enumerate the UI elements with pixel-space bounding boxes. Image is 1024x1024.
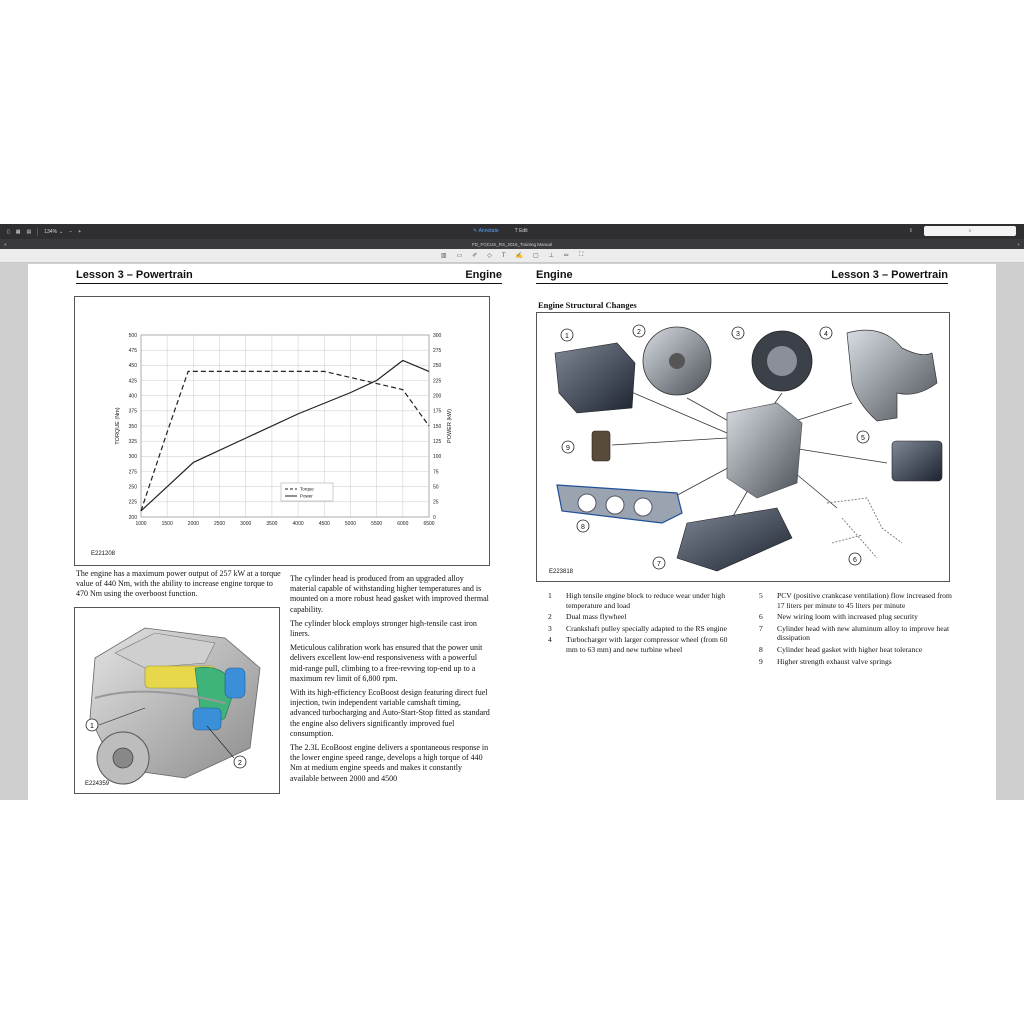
zoom-value: 134% <box>44 228 58 235</box>
stamp-icon[interactable]: ⊥ <box>548 253 554 259</box>
zoom-select[interactable] <box>41 227 66 237</box>
edit-tab[interactable] <box>512 226 531 236</box>
y2-tick-label: 275 <box>433 347 442 354</box>
text-box-icon[interactable]: T <box>501 252 506 259</box>
signature-icon[interactable]: ✍ <box>515 253 523 259</box>
engine-components-diagram <box>537 313 949 581</box>
thumbnail-view-icon[interactable]: ▦ <box>15 228 21 235</box>
legend-item <box>548 624 738 634</box>
callout-9: 9 <box>566 445 570 452</box>
legend-number: 3 <box>548 623 552 633</box>
legend-item <box>548 635 738 654</box>
legend-text: Higher strength exhaust valve springs <box>777 656 892 666</box>
callout-4: 4 <box>824 331 828 338</box>
engine-illustration-figure <box>74 607 280 794</box>
legend-item <box>759 612 959 622</box>
share-icon[interactable]: ⇪ <box>908 228 913 234</box>
y2-axis-label: POWER (kW) <box>447 409 453 443</box>
legend-text: Crankshaft pulley specially adapted to the RS engine <box>566 623 727 633</box>
page-layout-icon[interactable]: ▤ <box>26 228 32 235</box>
legend-number: 4 <box>548 635 552 645</box>
right-header-section: Engine <box>536 269 573 281</box>
zoom-in-button[interactable]: + <box>78 228 82 235</box>
annotate-tab[interactable] <box>470 226 502 236</box>
y-tick-label: 400 <box>128 393 137 400</box>
callout-7: 7 <box>657 561 661 568</box>
chart-legend <box>281 483 333 501</box>
highlight-icon[interactable]: ✏ <box>563 253 569 259</box>
body-column <box>290 574 490 800</box>
torque-power-chart-figure <box>74 296 490 566</box>
x-tick-label: 6500 <box>423 521 435 527</box>
sketch-icon[interactable]: ✐ <box>472 253 478 259</box>
y2-tick-label: 250 <box>433 363 442 370</box>
right-page-header <box>536 268 948 284</box>
callout-1: 1 <box>565 333 569 340</box>
x-tick-label: 3500 <box>266 521 278 527</box>
mode-switcher <box>470 226 531 236</box>
legend-item <box>759 645 959 655</box>
engine-illustration <box>75 608 279 793</box>
legend-item <box>548 591 738 610</box>
y2-tick-label: 125 <box>433 438 442 445</box>
toolbar-divider <box>37 228 38 236</box>
y2-tick-label: 300 <box>433 332 442 339</box>
callout-6: 6 <box>853 557 857 564</box>
legend-text: New wiring loom with increased plug security <box>777 612 918 622</box>
x-tick-label: 4500 <box>318 521 330 527</box>
legend-text: Cylinder head gasket with higher heat tolerance <box>777 644 923 654</box>
pencil-icon: ✎ <box>473 228 478 234</box>
chart-figure-code: E221208 <box>91 551 116 557</box>
y-tick-label: 325 <box>128 438 137 445</box>
y-tick-label: 225 <box>128 499 137 506</box>
legend-text: Turbocharger with larger compressor wheel (from 60 mm to 63 mm) and new turbine wheel <box>566 635 728 654</box>
y2-tick-label: 200 <box>433 393 442 400</box>
text-select-icon[interactable]: ▥ <box>440 253 447 259</box>
y2-tick-label: 25 <box>433 499 439 506</box>
y-tick-label: 350 <box>128 423 137 430</box>
y2-tick-label: 175 <box>433 408 442 415</box>
torque-power-chart <box>75 297 491 567</box>
components-legend-col2 <box>759 591 959 668</box>
paragraph-ecoboost: With its high-efficiency EcoBoost design featuring direct fuel injection, twin independent variable camshaft timing, advanced turbocharging and Auto-Start-Stop fitted as standard the engine also delivers significantly improved fuel consumption. <box>290 688 490 738</box>
legend-text: Cylinder head with new aluminum alloy to improve heat dissipation <box>777 623 950 643</box>
callout-5: 5 <box>861 435 865 442</box>
legend-number: 2 <box>548 612 552 622</box>
legend-label: Power <box>300 493 313 499</box>
callout-8: 8 <box>581 524 585 531</box>
legend-label: Torque <box>300 486 314 492</box>
note-icon[interactable]: ▢ <box>533 253 539 259</box>
engine-figure-code: E224359 <box>85 781 110 787</box>
x-tick-label: 3000 <box>240 521 252 527</box>
y-tick-label: 275 <box>128 469 137 476</box>
document-filename: FD_FOCUS_RS_2016_Training Manual <box>471 241 553 247</box>
search-icon: ⌕ <box>968 228 972 234</box>
x-tick-label: 6000 <box>397 521 409 527</box>
y-tick-label: 450 <box>128 363 137 370</box>
callout-2: 2 <box>637 329 641 336</box>
engine-callout-1: 1 <box>90 723 94 730</box>
x-tick-label: 2500 <box>213 521 226 527</box>
left-page-header <box>76 268 502 284</box>
left-header-lesson: Lesson 3 – Powertrain <box>76 269 193 281</box>
sidebar-toggle-icon[interactable]: ▯ <box>7 228 10 235</box>
x-tick-label: 2000 <box>187 521 199 527</box>
y2-tick-label: 75 <box>433 469 439 476</box>
legend-number: 8 <box>759 644 763 654</box>
annotate-label: Annotate <box>478 228 499 234</box>
right-page <box>512 264 996 800</box>
paragraph-cylinder-head: The cylinder head is produced from an upgraded alloy material capable of withstanding higher temperatures and is mounted on a more robust head gasket with improved thermal capability. <box>290 574 489 614</box>
engine-components-figure <box>536 312 950 582</box>
legend-number: 5 <box>759 591 763 600</box>
new-tab-button[interactable]: + <box>1017 241 1020 247</box>
toolbar-right <box>906 226 1016 236</box>
y-tick-label: 200 <box>128 514 137 521</box>
x-tick-label: 5500 <box>371 521 383 527</box>
close-tab-icon[interactable]: × <box>4 241 7 247</box>
text-cursor-icon: T <box>514 228 518 234</box>
viewer-toolbar <box>0 224 1024 239</box>
legend-text: PCV (positive crankcase ventilation) flow increased from 17 liters per minute to 45 liters per minute <box>777 591 952 610</box>
y2-tick-label: 150 <box>433 423 442 430</box>
document-title-bar <box>0 239 1024 249</box>
y-tick-label: 300 <box>128 454 137 461</box>
legend-item <box>759 624 959 643</box>
legend-text: Dual mass flywheel <box>566 612 627 622</box>
legend-item <box>548 612 738 622</box>
left-header-section: Engine <box>465 269 502 281</box>
callout-3: 3 <box>736 331 740 338</box>
x-tick-label: 4000 <box>292 521 304 527</box>
pdf-viewer <box>0 224 1024 800</box>
x-tick-label: 5000 <box>344 521 357 527</box>
right-header-lesson: Lesson 3 – Powertrain <box>831 269 948 281</box>
y2-tick-label: 225 <box>433 378 442 385</box>
y-axis-label: TORQUE (Nm) <box>115 407 121 445</box>
x-tick-label: 1500 <box>161 521 173 527</box>
paragraph-response: The 2.3L EcoBoost engine delivers a spontaneous response in the lower engine speed range, develops a high torque of 440 Nm at medium engine speeds and makes it constantly available between 2000 and 4500 <box>290 743 489 783</box>
legend-number: 7 <box>759 623 763 633</box>
y-tick-label: 500 <box>128 332 137 339</box>
zoom-out-button[interactable]: − <box>69 228 73 235</box>
legend-number: 6 <box>759 612 763 622</box>
legend-item <box>759 591 959 610</box>
engine-callout-2: 2 <box>238 760 242 767</box>
annotation-toolbar <box>0 249 1024 263</box>
shapes-icon[interactable]: ◇ <box>487 253 492 259</box>
chevron-down-icon: ⌄ <box>59 228 64 235</box>
legend-item <box>759 657 959 667</box>
paragraph-calibration: Meticulous calibration work has ensured that the power unit delivers excellent low-end responsiveness with a powerful mid-range pull, climbing to a free-revving top-end up to a maximum rev limit of 6,800 rpm. <box>290 643 483 683</box>
crop-icon[interactable]: ⛶ <box>578 252 584 258</box>
legend-number: 1 <box>548 591 552 600</box>
legend-number: 9 <box>759 656 763 666</box>
y-tick-label: 250 <box>128 484 137 491</box>
markup-icon[interactable]: ▭ <box>456 253 463 259</box>
y2-tick-label: 0 <box>433 514 436 521</box>
search-input[interactable] <box>924 226 1016 236</box>
paragraph-cylinder-block: The cylinder block employs stronger high-tensile cast iron liners. <box>290 618 477 639</box>
y-tick-label: 475 <box>128 347 137 354</box>
y-tick-label: 375 <box>128 408 137 415</box>
x-tick-label: 1000 <box>135 521 147 527</box>
legend-text: High tensile engine block to reduce wear under high temperature and load <box>566 591 725 610</box>
y-tick-label: 425 <box>128 378 137 385</box>
components-figure-code: E223818 <box>549 569 574 575</box>
y2-tick-label: 50 <box>433 484 439 491</box>
section-title: Engine Structural Changes <box>538 300 637 310</box>
components-legend-col1 <box>548 591 738 657</box>
left-page <box>28 264 512 800</box>
edit-label: Edit <box>519 228 528 234</box>
intro-paragraph: The engine has a maximum power output of 257 kW at a torque value of 440 Nm, with the ability to increase engine torque to 470 Nm using the overboost function. <box>76 569 281 599</box>
y2-tick-label: 100 <box>433 454 442 461</box>
